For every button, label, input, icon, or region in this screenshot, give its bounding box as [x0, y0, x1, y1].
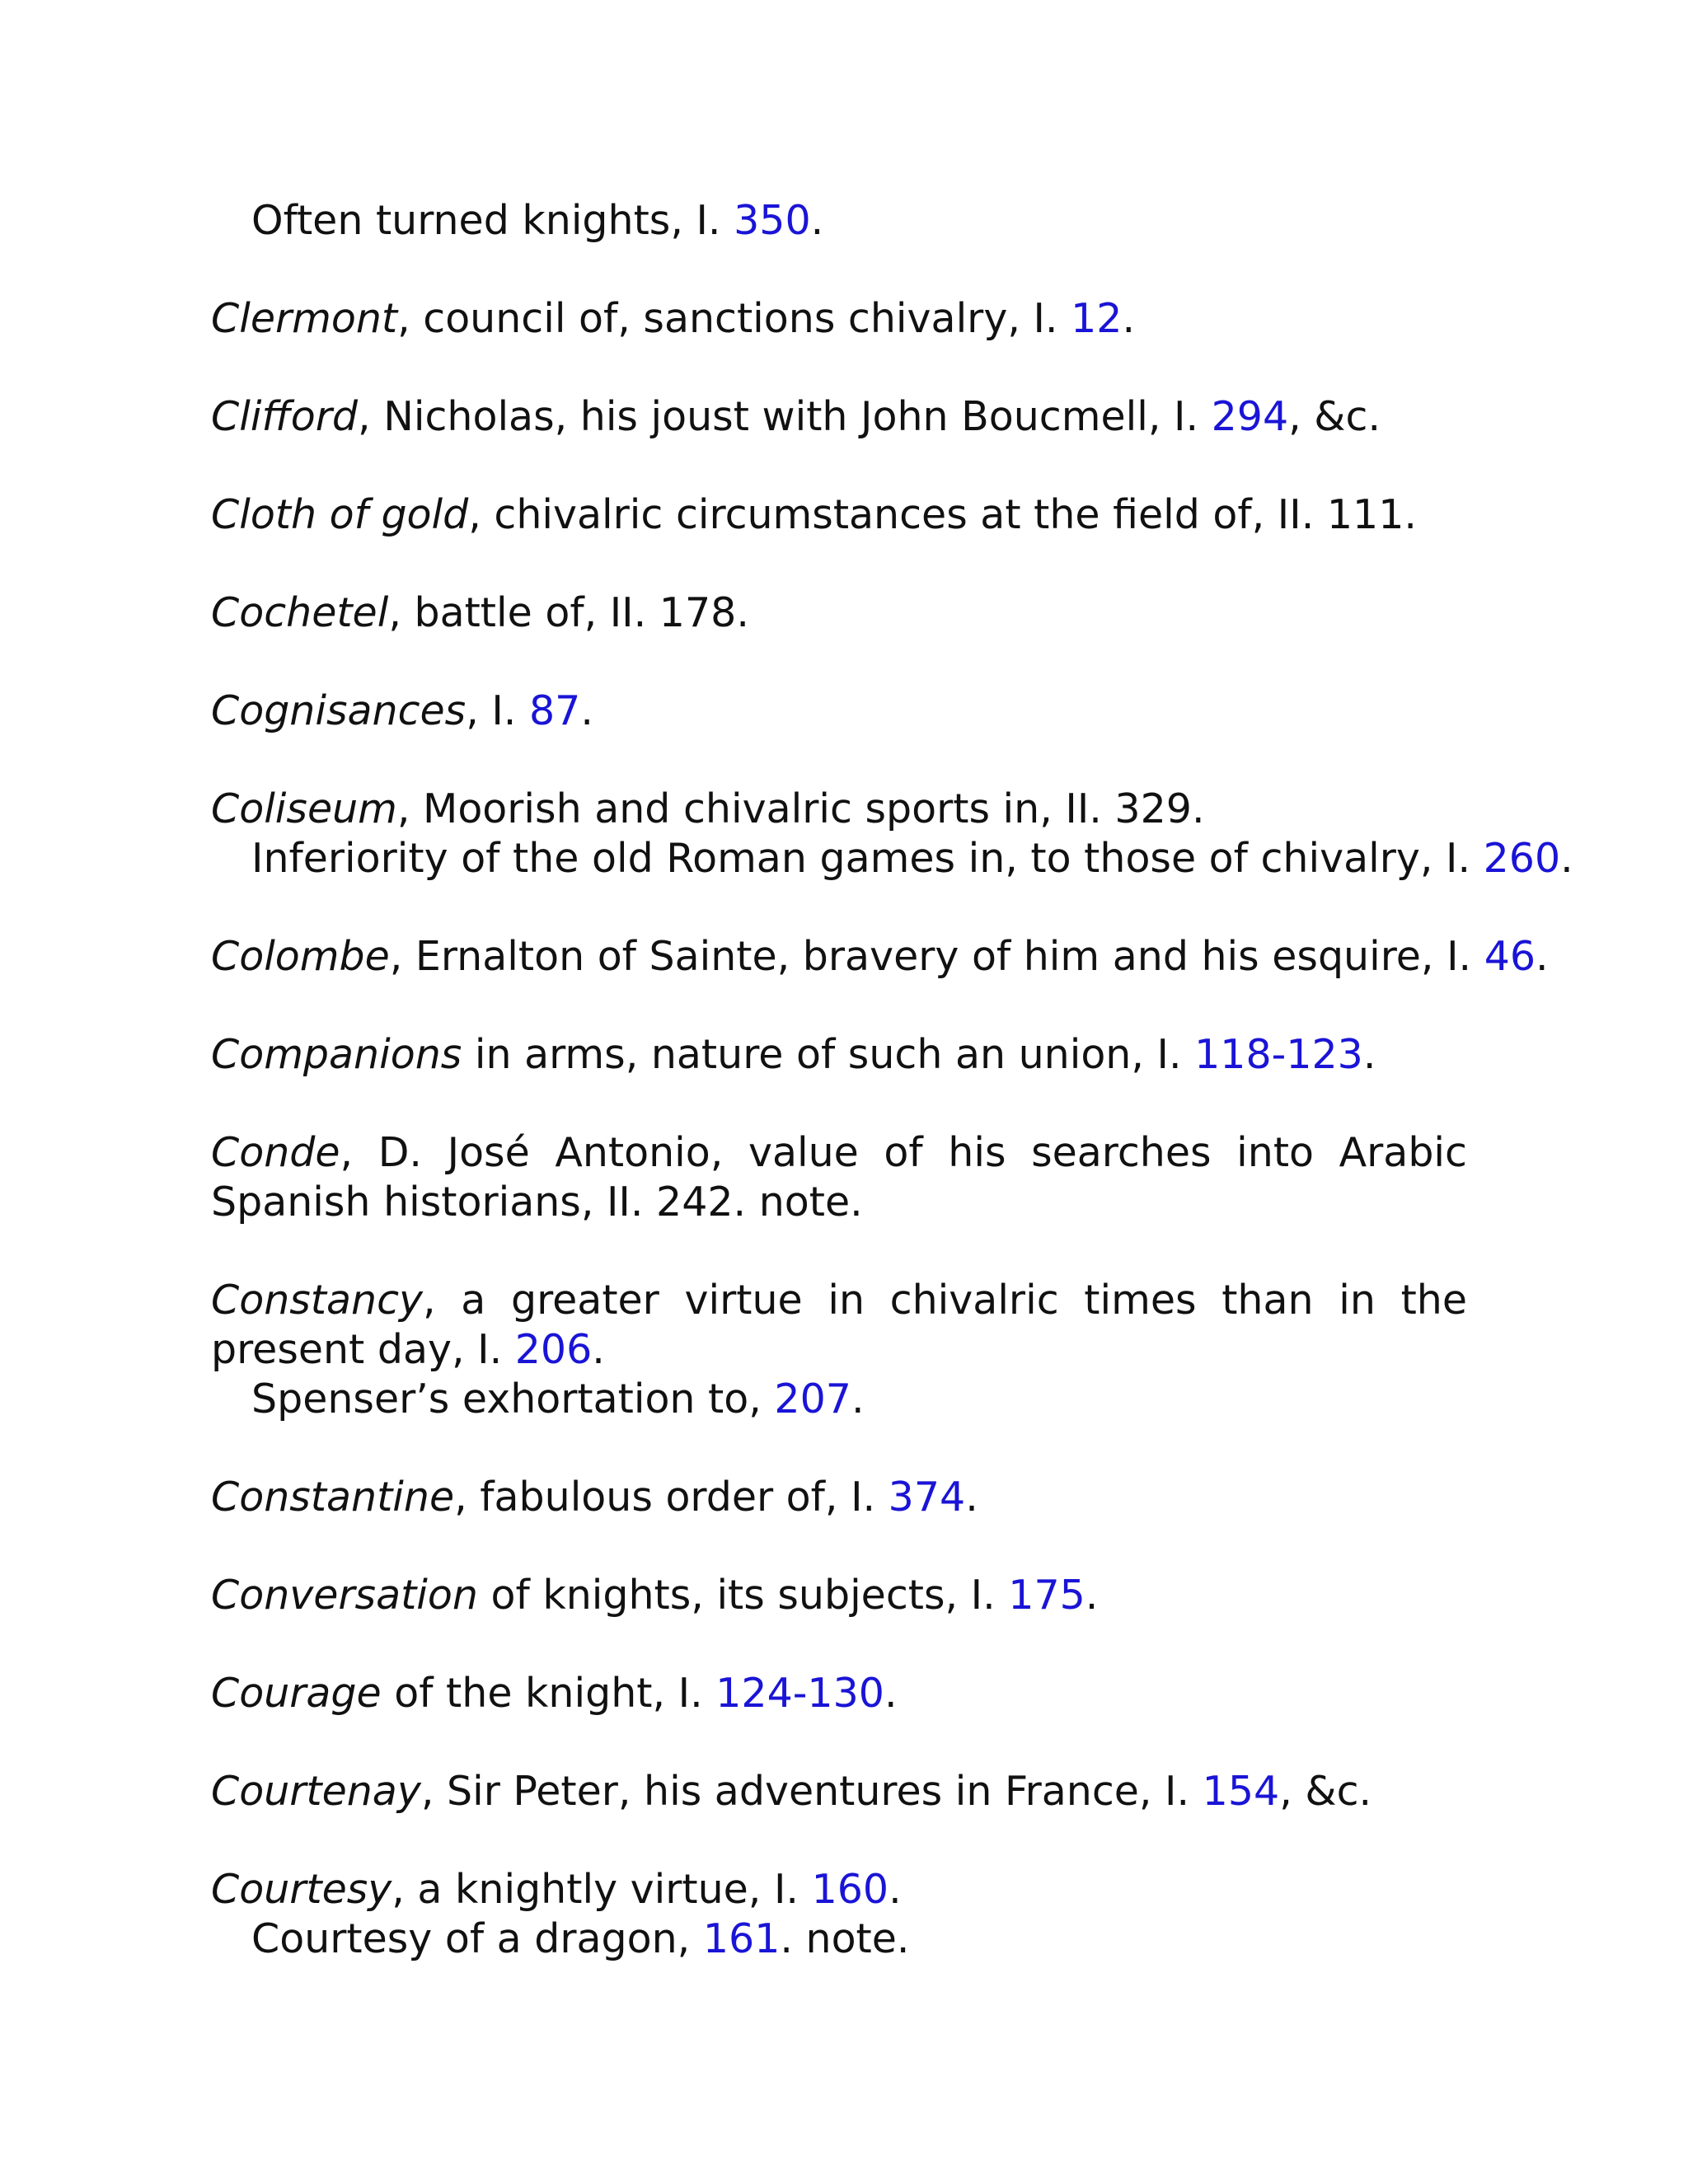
index-subentry-line [211, 1915, 1467, 1964]
index-entry [211, 196, 1467, 246]
index-term: Cochetel [211, 589, 389, 636]
index-term: Courtenay [211, 1768, 421, 1815]
entry-text: , I. [466, 687, 529, 734]
entry-text-trailing: . [810, 197, 824, 244]
entry-text: , D. José Antonio, value of his searches into Arabic Spanish historians, II. 242. note. [211, 1129, 1467, 1226]
entry-text: , Ernalton of Sainte, bravery of him and his esquire, I. [389, 933, 1484, 980]
entry-text-trailing: , &c. [1288, 393, 1381, 440]
entry-text-trailing: . [580, 687, 593, 734]
entry-text: Often turned knights, I. [251, 197, 734, 244]
index-entry-line [211, 1276, 1467, 1375]
index-entry [211, 687, 1467, 736]
entry-text-trailing: . [1122, 295, 1136, 342]
index-term: Clermont [211, 295, 398, 342]
index-entry [211, 932, 1549, 982]
index-entry-line [211, 1128, 1467, 1227]
index-page [211, 196, 1573, 2013]
index-entry [211, 1276, 1467, 1424]
index-entry [211, 588, 1467, 638]
entry-text-trailing: . [965, 1474, 978, 1521]
index-entry [211, 1767, 1467, 1816]
index-entry-line [211, 1767, 1467, 1816]
page-reference-link[interactable]: 161 [702, 1915, 781, 1962]
index-entry-line [211, 588, 1467, 638]
index-entry-line [211, 1571, 1467, 1620]
index-entry-line [211, 1473, 1467, 1522]
index-entry-line [211, 1030, 1467, 1080]
index-entry-line [211, 294, 1467, 344]
index-entry [211, 1128, 1467, 1227]
index-term: Courage [211, 1670, 382, 1717]
index-term: Conversation [211, 1572, 478, 1619]
entry-text-trailing: . [1560, 835, 1573, 882]
entry-text: Courtesy of a dragon, [251, 1915, 703, 1962]
entry-text-trailing: . [851, 1376, 865, 1422]
index-term: Constancy [211, 1277, 424, 1324]
entry-text: Spenser’s exhortation to, [251, 1376, 775, 1422]
index-term: Clifford [211, 393, 359, 440]
page-reference-link[interactable]: 350 [734, 197, 811, 244]
index-entry-line [211, 490, 1467, 540]
index-term: Companions [211, 1031, 462, 1078]
entry-text-trailing: . note. [780, 1915, 910, 1962]
entry-text: of knights, its subjects, I. [477, 1572, 1009, 1619]
page-reference-link[interactable]: 118-123 [1194, 1031, 1363, 1078]
entry-text: , Sir Peter, his adventures in France, I. [420, 1768, 1203, 1815]
index-entry-line [211, 1865, 1467, 1915]
index-entry [211, 785, 1573, 883]
entry-text: , a knightly virtue, I. [392, 1866, 812, 1913]
index-term: Cognisances [211, 687, 467, 734]
index-entry-line [211, 687, 1467, 736]
index-entry-line [211, 1669, 1467, 1718]
index-entry [211, 1571, 1467, 1620]
index-subentry-line [211, 196, 1467, 246]
entry-text: in arms, nature of such an union, I. [462, 1031, 1195, 1078]
index-term: Cloth of gold [211, 491, 469, 538]
index-entry [211, 490, 1467, 540]
index-entry [211, 1030, 1467, 1080]
page-reference-link[interactable]: 154 [1202, 1768, 1280, 1815]
page-reference-link[interactable]: 124-130 [715, 1670, 884, 1717]
index-entry [211, 1473, 1467, 1522]
entry-text-trailing: . [884, 1670, 898, 1717]
page-reference-link[interactable]: 46 [1484, 933, 1536, 980]
entry-text-trailing: . [1362, 1031, 1376, 1078]
entry-text: , a greater virtue in chivalric times than in the present day, I. [211, 1277, 1467, 1373]
entry-text: , fabulous order of, I. [454, 1474, 889, 1521]
index-entry-line [211, 392, 1467, 442]
entry-text-trailing: . [1536, 933, 1549, 980]
entry-text: , Moorish and chivalric sports in, II. 329. [396, 785, 1205, 832]
page-reference-link[interactable]: 12 [1071, 295, 1123, 342]
entry-text: of the knight, I. [381, 1670, 716, 1717]
page-reference-link[interactable]: 206 [514, 1326, 593, 1373]
entry-text-trailing: . [889, 1866, 902, 1913]
page-reference-link[interactable]: 374 [888, 1474, 966, 1521]
index-term: Coliseum [211, 785, 397, 832]
index-subentry-line [211, 834, 1573, 883]
index-entry [211, 1865, 1467, 1964]
index-term: Conde [211, 1129, 340, 1176]
entry-text: , council of, sanctions chivalry, I. [397, 295, 1071, 342]
index-term: Colombe [211, 933, 390, 980]
page-reference-link[interactable]: 175 [1008, 1572, 1085, 1619]
entry-text: , battle of, II. 178. [388, 589, 749, 636]
entry-text: , chivalric circumstances at the field of, II. 111. [468, 491, 1417, 538]
page-reference-link[interactable]: 260 [1483, 835, 1561, 882]
index-entry [211, 1669, 1467, 1718]
entry-text-trailing: , &c. [1279, 1768, 1372, 1815]
index-entry [211, 392, 1467, 442]
index-entry [211, 294, 1467, 344]
page-reference-link[interactable]: 160 [811, 1866, 889, 1913]
entry-text-trailing: . [592, 1326, 605, 1373]
page-reference-link[interactable]: 207 [774, 1376, 851, 1422]
index-term: Constantine [211, 1474, 455, 1521]
entry-text-trailing: . [1085, 1572, 1099, 1619]
page-reference-link[interactable]: 294 [1211, 393, 1289, 440]
index-entry-line [211, 785, 1467, 834]
entry-text: , Nicholas, his joust with John Boucmell, I. [358, 393, 1212, 440]
index-entry-line [211, 932, 1549, 982]
index-subentry-line [211, 1375, 1467, 1424]
page-reference-link[interactable]: 87 [528, 687, 581, 734]
index-term: Courtesy [211, 1866, 392, 1913]
entry-text: Inferiority of the old Roman games in, to those of chivalry, I. [251, 835, 1484, 882]
